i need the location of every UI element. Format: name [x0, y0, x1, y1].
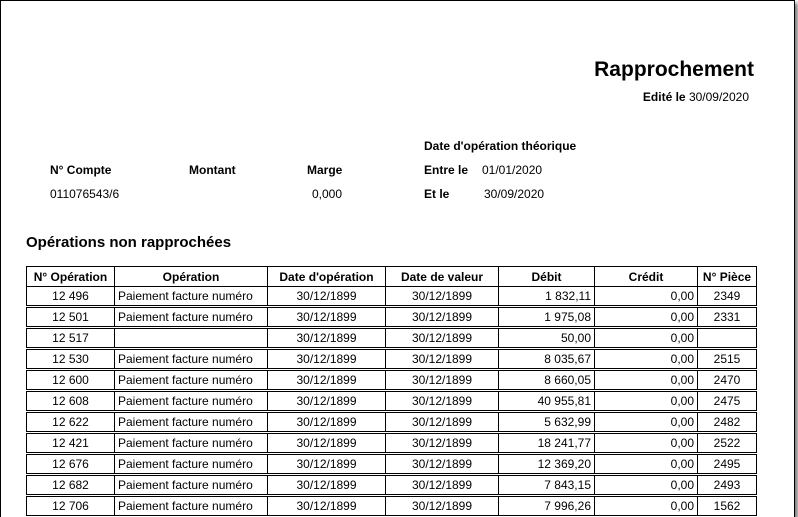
cell-credit: 0,00 [595, 413, 698, 432]
from-date-label: Entre le [424, 163, 469, 177]
cell-operation-date: 30/12/1899 [268, 413, 386, 432]
cell-piece-number: 2482 [698, 413, 757, 432]
cell-debit: 8 035,67 [499, 350, 595, 369]
cell-credit: 0,00 [595, 308, 698, 327]
cell-debit: 40 955,81 [499, 392, 595, 411]
cell-piece-number: 2331 [698, 308, 757, 327]
cell-operation-number: 12 682 [27, 476, 115, 495]
cell-operation [115, 329, 268, 348]
table-row [27, 350, 757, 369]
cell-operation-number: 12 496 [27, 287, 115, 306]
cell-operation-number: 12 421 [27, 434, 115, 453]
cell-operation-number: 12 608 [27, 392, 115, 411]
cell-operation-number: 12 706 [27, 497, 115, 516]
cell-value-date: 30/12/1899 [386, 455, 499, 474]
cell-operation-number: 12 622 [27, 413, 115, 432]
cell-operation-number: 12 530 [27, 350, 115, 369]
cell-debit: 5 632,99 [499, 413, 595, 432]
cell-debit: 8 660,05 [499, 371, 595, 390]
cell-operation: Paiement facture numéro [115, 392, 268, 411]
column-header-operation-number: N° Opération [27, 267, 115, 287]
cell-operation-date: 30/12/1899 [268, 434, 386, 453]
cell-debit: 50,00 [499, 329, 595, 348]
cell-value-date: 30/12/1899 [386, 329, 499, 348]
cell-operation: Paiement facture numéro [115, 371, 268, 390]
cell-operation-date: 30/12/1899 [268, 392, 386, 411]
table-row [27, 497, 757, 516]
cell-operation: Paiement facture numéro [115, 476, 268, 495]
table-header-row [27, 267, 757, 287]
cell-credit: 0,00 [595, 371, 698, 390]
cell-value-date: 30/12/1899 [386, 350, 499, 369]
cell-value-date: 30/12/1899 [386, 287, 499, 306]
cell-piece-number: 2493 [698, 476, 757, 495]
cell-operation-date: 30/12/1899 [268, 455, 386, 474]
cell-credit: 0,00 [595, 497, 698, 516]
from-date-value: 01/01/2020 [482, 163, 543, 177]
cell-credit: 0,00 [595, 287, 698, 306]
report-title: Rapprochement [594, 58, 754, 81]
cell-piece-number: 2475 [698, 392, 757, 411]
cell-operation: Paiement facture numéro [115, 455, 268, 474]
cell-credit: 0,00 [595, 350, 698, 369]
column-header-operation-date: Date d'opération [268, 267, 386, 287]
cell-piece-number: 2349 [698, 287, 757, 306]
account-label: N° Compte [50, 163, 112, 177]
cell-operation: Paiement facture numéro [115, 287, 268, 306]
cell-value-date: 30/12/1899 [386, 308, 499, 327]
cell-debit: 1 832,11 [499, 287, 595, 306]
cell-debit: 1 975,08 [499, 308, 595, 327]
table-row [27, 434, 757, 453]
cell-piece-number: 2470 [698, 371, 757, 390]
cell-credit: 0,00 [595, 476, 698, 495]
cell-credit: 0,00 [595, 455, 698, 474]
date-range-title: Date d'opération théorique [424, 139, 577, 153]
cell-value-date: 30/12/1899 [386, 371, 499, 390]
cell-operation-date: 30/12/1899 [268, 350, 386, 369]
table-row [27, 308, 757, 327]
cell-operation-number: 12 600 [27, 371, 115, 390]
cell-operation-date: 30/12/1899 [268, 329, 386, 348]
amount-label: Montant [189, 163, 236, 177]
cell-operation: Paiement facture numéro [115, 497, 268, 516]
table-row [27, 329, 757, 348]
cell-piece-number: 2522 [698, 434, 757, 453]
column-header-debit: Débit [499, 267, 595, 287]
edited-date: 30/09/2020 [688, 90, 749, 104]
cell-value-date: 30/12/1899 [386, 413, 499, 432]
cell-credit: 0,00 [595, 392, 698, 411]
cell-operation: Paiement facture numéro [115, 308, 268, 327]
cell-operation-date: 30/12/1899 [268, 287, 386, 306]
cell-operation-date: 30/12/1899 [268, 371, 386, 390]
operations-table-body [27, 287, 757, 516]
margin-label: Marge [307, 163, 343, 177]
table-row [27, 476, 757, 495]
to-date-label: Et le [424, 187, 450, 201]
cell-piece-number: 2515 [698, 350, 757, 369]
to-date-value: 30/09/2020 [484, 187, 545, 201]
column-header-operation: Opération [115, 267, 268, 287]
section-title: Opérations non rapprochées [26, 234, 232, 251]
column-header-value-date: Date de valeur [386, 267, 499, 287]
cell-debit: 12 369,20 [499, 455, 595, 474]
account-value: 011076543/6 [50, 187, 120, 201]
cell-operation-date: 30/12/1899 [268, 476, 386, 495]
table-row [27, 287, 757, 306]
cell-operation: Paiement facture numéro [115, 413, 268, 432]
cell-debit: 18 241,77 [499, 434, 595, 453]
cell-piece-number: 2495 [698, 455, 757, 474]
cell-piece-number [698, 329, 757, 348]
cell-value-date: 30/12/1899 [386, 497, 499, 516]
cell-operation-number: 12 501 [27, 308, 115, 327]
cell-operation-number: 12 517 [27, 329, 115, 348]
edited-label: Edité le [642, 90, 686, 104]
cell-operation-date: 30/12/1899 [268, 497, 386, 516]
cell-operation: Paiement facture numéro [115, 350, 268, 369]
operations-table [26, 266, 757, 516]
cell-value-date: 30/12/1899 [386, 476, 499, 495]
cell-operation-date: 30/12/1899 [268, 308, 386, 327]
cell-debit: 7 996,26 [499, 497, 595, 516]
cell-value-date: 30/12/1899 [386, 434, 499, 453]
cell-operation-number: 12 676 [27, 455, 115, 474]
table-row [27, 413, 757, 432]
table-row [27, 392, 757, 411]
margin-value: 0,000 [312, 187, 343, 201]
cell-debit: 7 843,15 [499, 476, 595, 495]
cell-value-date: 30/12/1899 [386, 392, 499, 411]
cell-credit: 0,00 [595, 434, 698, 453]
edited-date-line [643, 90, 749, 104]
cell-operation: Paiement facture numéro [115, 434, 268, 453]
column-header-piece-number: N° Pièce [698, 267, 757, 287]
table-row [27, 371, 757, 390]
cell-credit: 0,00 [595, 329, 698, 348]
table-row [27, 455, 757, 474]
cell-piece-number: 1562 [698, 497, 757, 516]
column-header-credit: Crédit [595, 267, 698, 287]
